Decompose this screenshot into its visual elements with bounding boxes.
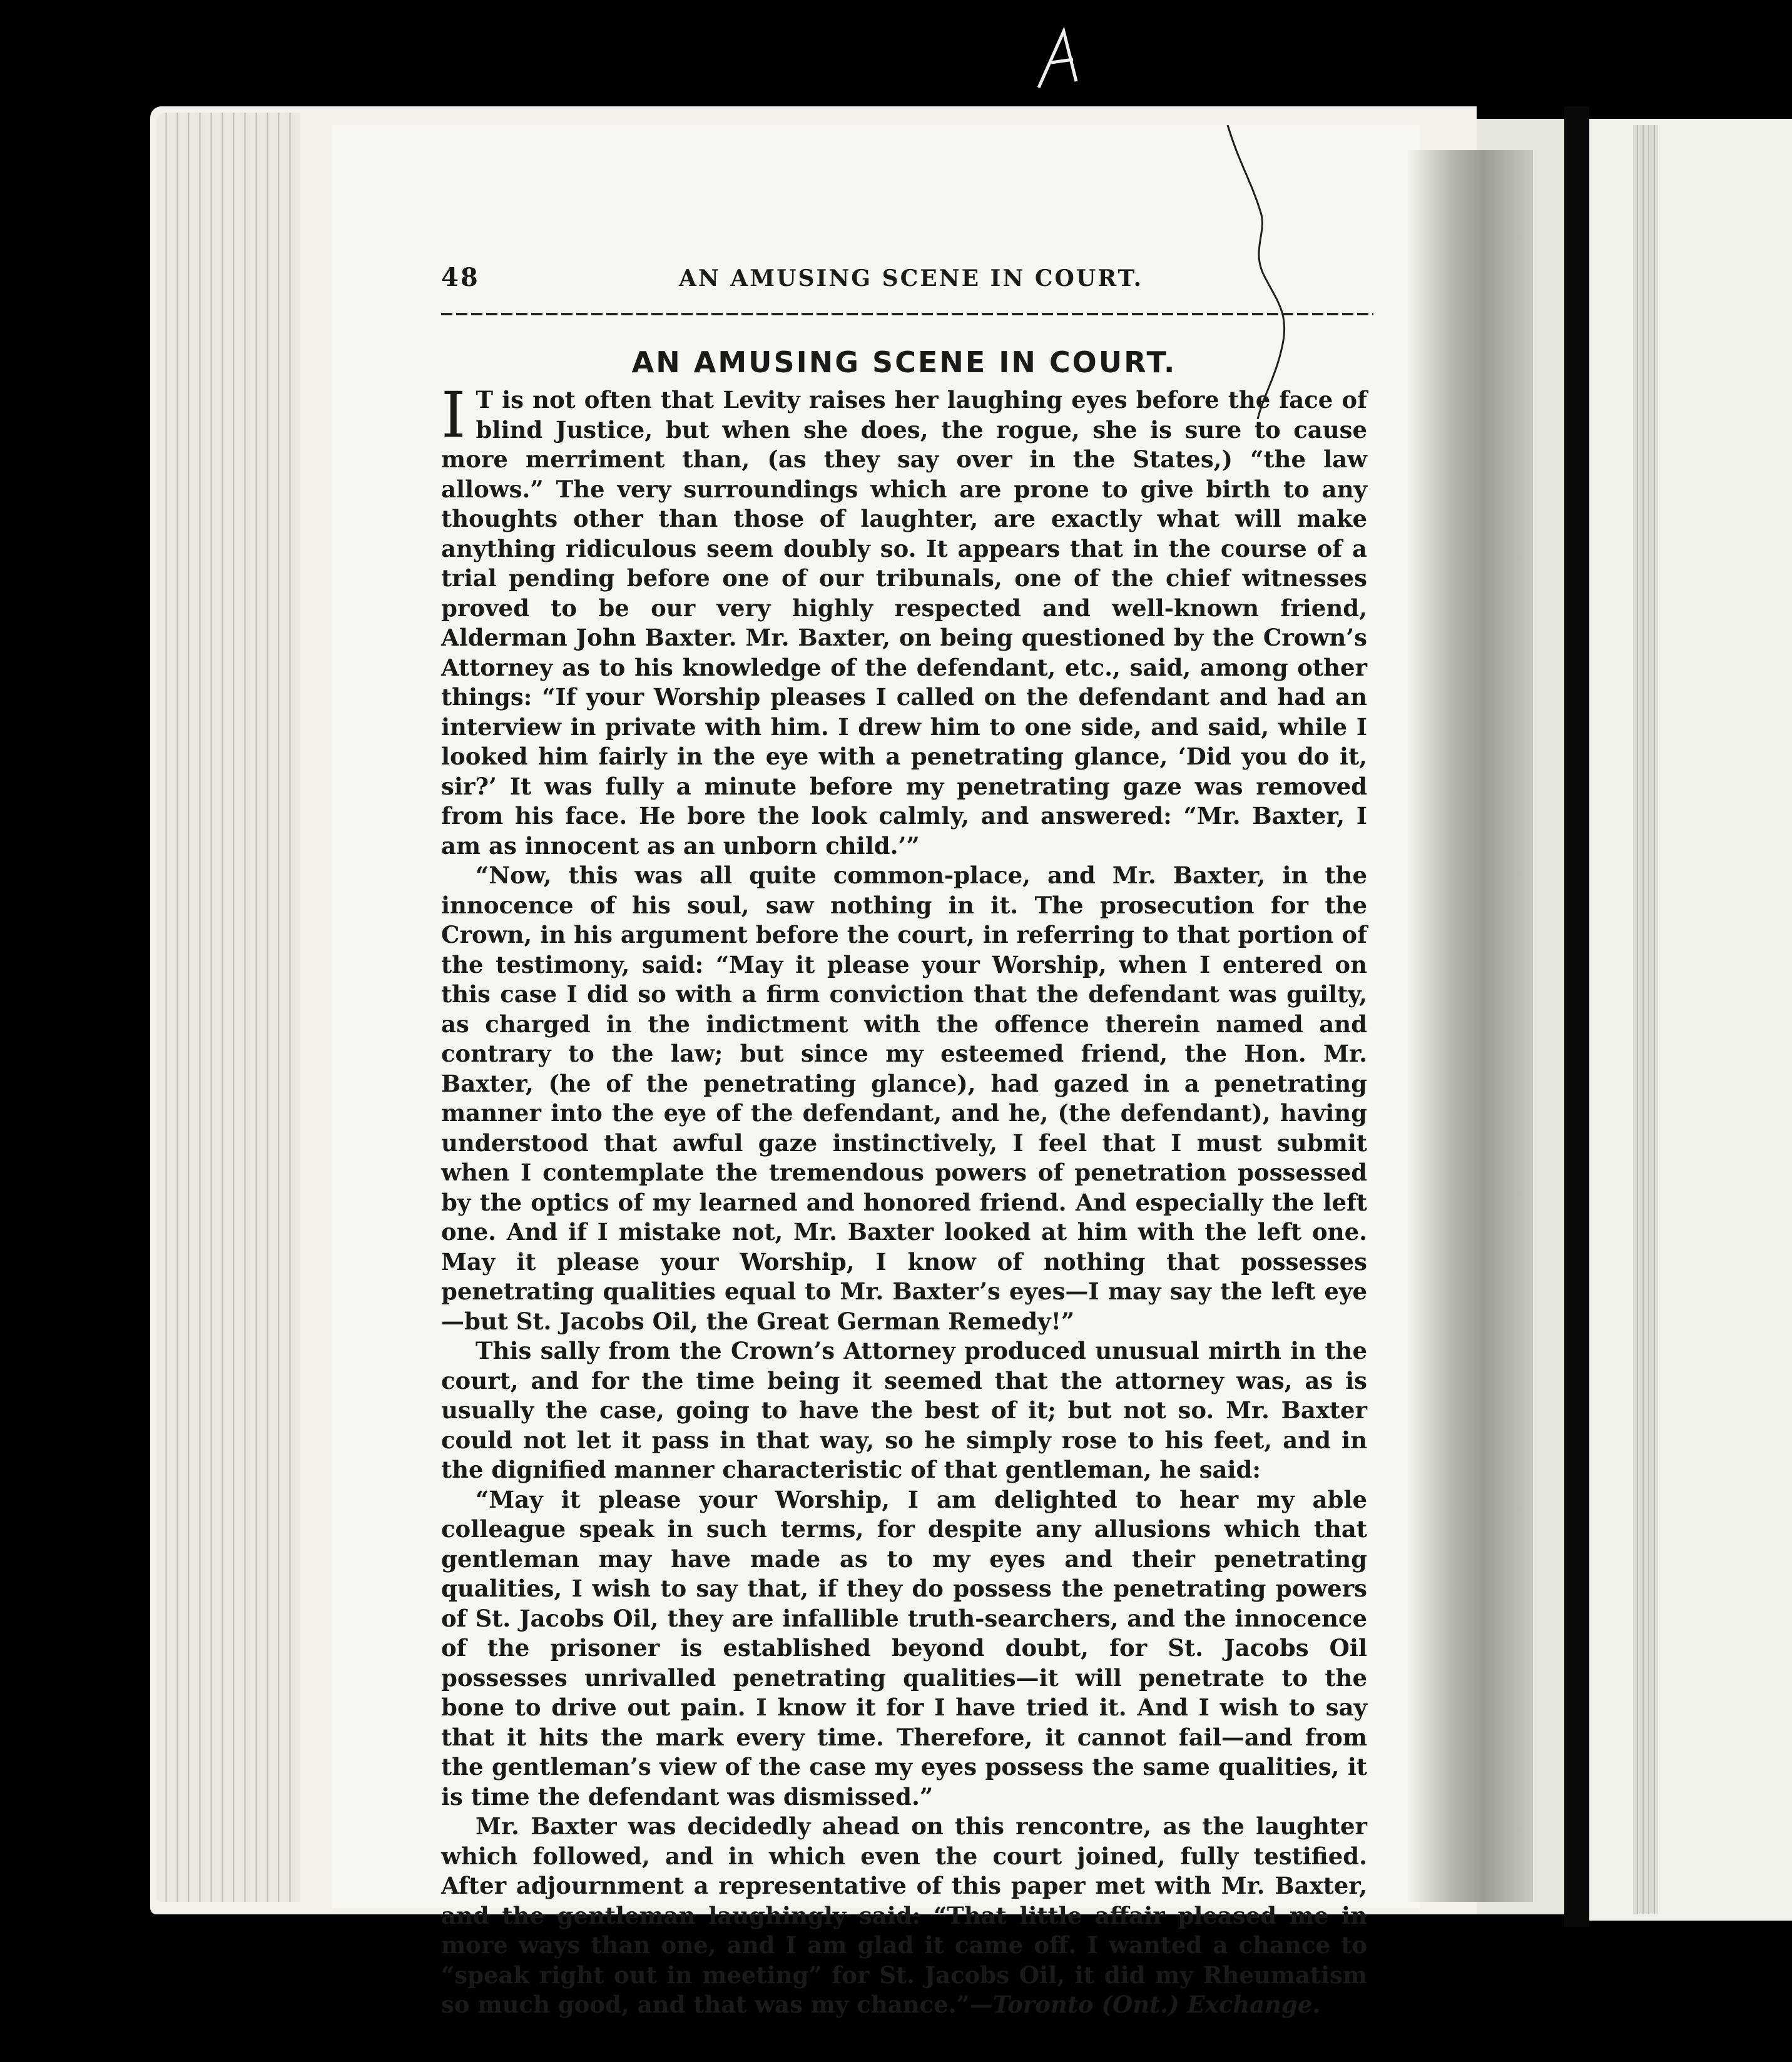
paragraph-2: “Now, this was all quite common-place, and Mr. Baxter, in the innocence of his soul, saw nothing in it. The prosecution for the Crown, in his argument before the court, in referring to that portion of the testimony, said: “May it please your Worship, when I entered on this case I did so with a firm conviction that the defendant was guilty, as charged in the indictment with the offence therein named and contrary to the law; but since my esteemed friend, the Hon. Mr. Baxter, (he of the penetrating glance), had gazed in a penetrating manner into the eye of the defendant, and he, (the defendant), having understood that awful gaze instinctively, I feel that I must submit when I contemplate the tremendous powers of penetration possessed by the optics of my learned and honored friend. And especially the left one. And if I mistake not, Mr. Baxter looked at him with the left one. May it please your Worship, I know of nothing that possesses penetrating qualities equal to Mr. Baxter’s eyes—I may say the left eye—but St. Jacobs Oil, the Great German Remedy!” — [441, 861, 1367, 1335]
spine-gap — [1564, 106, 1589, 1927]
paragraph-4: “May it please your Worship, I am delighted to hear my able colleague speak in such terms, for despite any allusions which that gentleman may have made as to my eyes and their penetrating qualities, I wish to say that, if they do possess the penetrating powers of St. Jacobs Oil, they are infallible truth-searchers, and the innocence of the prisoner is established beyond doubt, for St. Jacobs Oil possesses unrivalled penetrating qualities—it will penetrate to the bone to drive out pain. I know it for I have tried it. And I wish to say that it hits the mark every time. Therefore, it cannot fail—and from the gentleman’s view of the case my eyes possess the same qualities, it is time the defendant was dismissed.” — [441, 1485, 1367, 1811]
paragraph-5-text: Mr. Baxter was decidedly ahead on this rencontre, as the laughter which followed, and in which even the court joined, fully testified. After adjournment a representative of this paper met with Mr. Baxter, and the gentleman laughingly said: “That little affair pleased me in more ways than one, and I am glad it came off. I wanted a chance to “speak right out in meeting” for St. Jacobs Oil, it did my Rheumatism so much good, and that was my chance.” — [441, 1812, 1367, 2018]
ink-mark — [1026, 25, 1101, 94]
page-edges — [156, 113, 300, 1902]
facing-page — [1589, 119, 1792, 1921]
paragraph-5 — [441, 1812, 1367, 2020]
page-shadow — [1408, 150, 1533, 1902]
header-rule — [441, 313, 1373, 315]
paragraph-3: This sally from the Crown’s Attorney produced unusual mirth in the court, and for the time being it seemed that the attorney was, as is usually the case, going to have the best of it; but not so. Mr. Baxter could not let it pass in that way, so he simply rose to his feet, and in the dignified manner characteristic of that gentleman, he said: — [441, 1337, 1367, 1483]
paragraph-1 — [441, 378, 1367, 861]
page-number: 48 — [441, 263, 480, 292]
source-credit: —Toronto (Ont.) Exchange. — [969, 1991, 1321, 2018]
drop-cap: I — [441, 378, 466, 452]
article-heading: AN AMUSING SCENE IN COURT. — [631, 345, 1177, 379]
page-text — [441, 263, 1367, 2020]
paragraph-1-text: T is not often that Levity raises her laughing eyes before the face of blind Justice, but when she does, the rogue, she is sure to cause more merriment than, (as they say over in the States,) “the law allows.” The very surroundings which are prone to give birth to any thoughts other than those of laughter, are exactly what will make anything ridiculous seem doubly so. It appears that in the course of a trial pending before one of our tribunals, one of the chief witnesses proved to be our very highly respected and well-known friend, Alderman John Baxter. Mr. Baxter, on being questioned by the Crown’s Attorney as to his knowledge of the defendant, etc., said, among other things: “If your Worship pleases I called on the defendant and had an interview in private with him. I drew him to one side, and said, while I looked him fairly in the eye with a penetrating glance, ‘Did you do it, sir?’ It was fully a minute before my penetrating gaze was removed from his face. He bore the look calmly, and answered: “Mr. Baxter, I am as innocent as an unborn child.’” — [441, 386, 1367, 860]
running-head — [441, 263, 1367, 300]
facing-page-edges — [1633, 125, 1658, 1914]
running-title: AN AMUSING SCENE IN COURT. — [679, 265, 1144, 292]
